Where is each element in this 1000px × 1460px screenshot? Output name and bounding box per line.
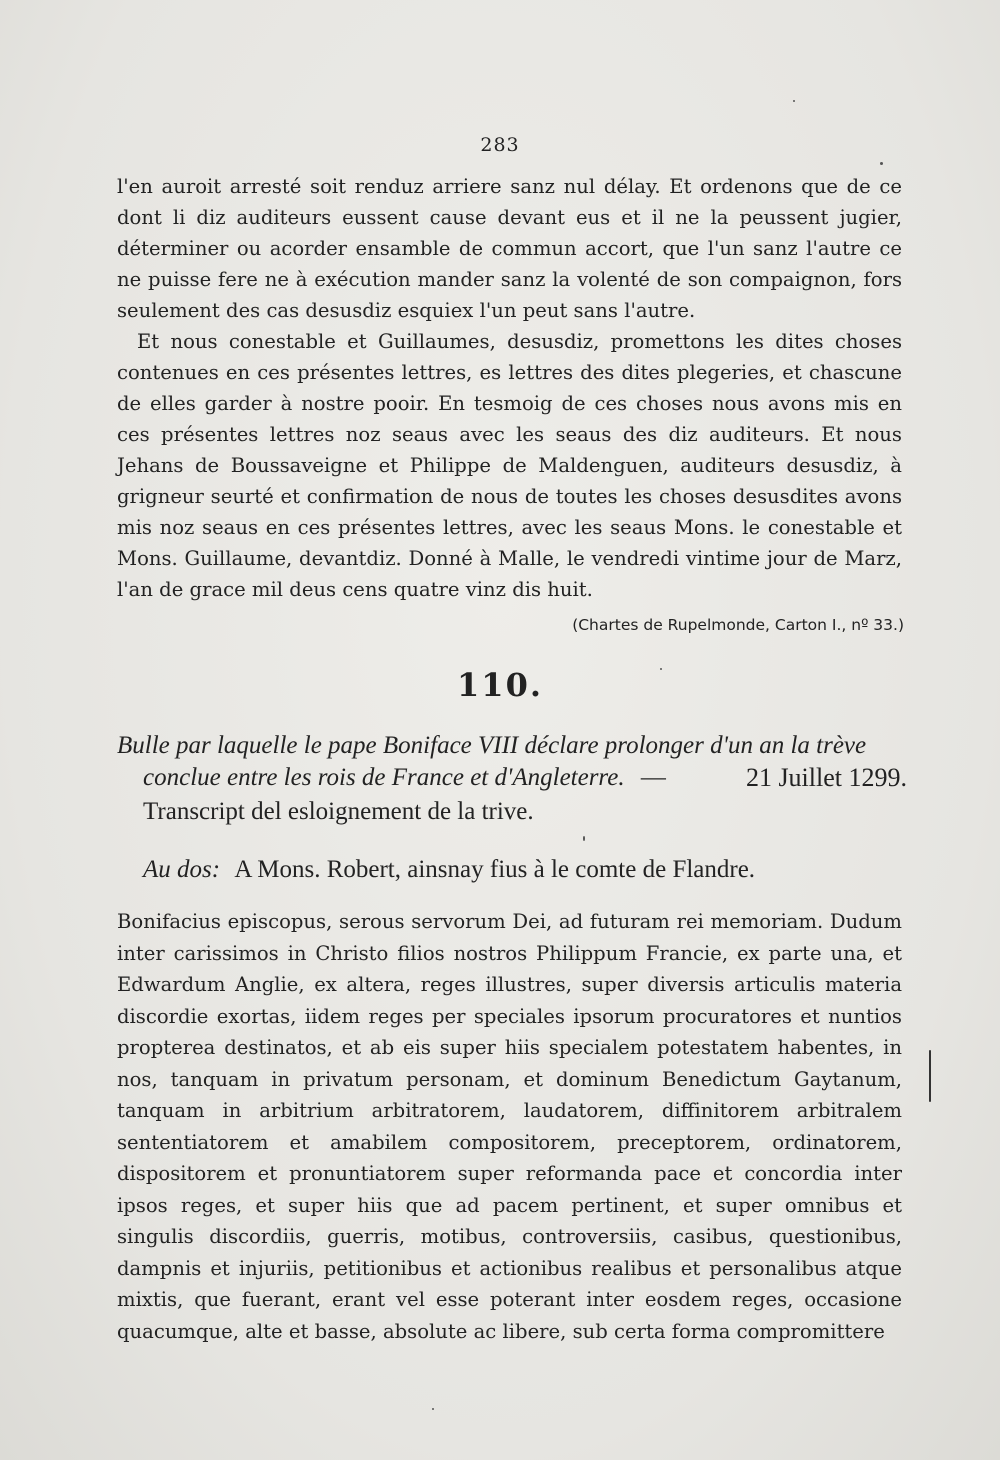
source-citation: (Chartes de Rupelmonde, Carton I., nº 33.) <box>572 616 904 634</box>
paper-speck <box>880 162 883 165</box>
heading-line-3: Transcript del esloignement de la trive. <box>143 798 534 825</box>
heading-au-dos <box>143 854 933 886</box>
heading-line-2 <box>143 762 907 794</box>
paper-speck <box>660 668 662 670</box>
heading-line-1 <box>117 730 907 762</box>
paper-speck <box>583 836 585 841</box>
body-text-latin <box>117 906 902 1347</box>
page-number: 283 <box>480 134 520 156</box>
paragraph: l'en auroit arresté soit renduz arriere sanz nul délay. Et ordenons que de ce dont li diz auditeurs eussent cause devant eus et il ne la peussent jugier, déterminer ou acorder ensamble de commun accort, que l'un sanz l'autre ce ne puisse fere ne à exécution mander sanz la volenté de son compaignon, fors seulement des cas desusdiz esquiex l'un peut sans l'autre. <box>117 175 902 322</box>
heading-date: 21 Juillet 1299. <box>745 763 907 792</box>
body-text-french <box>117 171 902 605</box>
au-dos-text: A Mons. Robert, ainsnay fius à le comte de Flandre. <box>234 856 756 883</box>
paper-speck <box>793 100 795 102</box>
document-number: 110. <box>457 666 543 704</box>
paper-speck <box>929 1050 931 1102</box>
heading-title-1: Bulle par laquelle le pape Boniface VIII déclare prolonger d'un an la trève <box>117 732 867 759</box>
paper-speck <box>432 1408 434 1410</box>
paragraph: Bonifacius episcopus, serous servorum Dei, ad futuram rei memoriam. Dudum inter carissimos in Christo filios nostros Philippum Francie, ex parte una, et Edwardum Anglie, ex altera, reges illustres, super diversis articulis materia discordie exortas, iidem reges per speciales ipsorum procuratores et nuntios propterea destinatos, et ab eis super hiis specialem potestatem habentes, in nos, tanquam in privatum personam, et dominum Benedictum Gaytanum, tanquam in arbitrium arbitratorem, laudatorem, diffinitorem arbitralem sententiatorem et amabilem compositorem, preceptorem, ordinatorem, dispositorem et pronuntiatorem super reformanda pace et concordia inter ipsos reges, et super hiis que ad pacem pertinent, et super omnibus et singulis discordiis, guerris, motibus, controversiis, casibus, questionibus, dampnis et injuriis, petitionibus et actionibus realibus et personalibus atque mixtis, que fuerant, erant vel esse poterant inter eosdem reges, occasione quacumque, alte et basse, absolute ac libere, sub certa forma compromittere <box>117 910 902 1343</box>
heading-dash: — <box>640 764 666 791</box>
au-dos-label: Au dos: <box>143 856 221 883</box>
heading-title-2: conclue entre les rois de France et d'Angleterre. <box>143 764 625 791</box>
paragraph: Et nous conestable et Guillaumes, desusdiz, promettons les dites choses contenues en ces présentes lettres, es lettres des dites plegeries, et chascune de elles garder à nostre pooir. En tesmoig de ces choses nous avons mis en ces présentes lettres noz seaus avec les seaus des diz auditeurs. Et nous Jehans de Boussaveigne et Philippe de Maldenguen, auditeurs desusdiz, à grigneur seurté et confirmation de nous de toutes les choses desusdites avons mis noz seaus en ces présentes lettres, avec les seaus Mons. le conestable et Mons. Guillaume, devantdiz. Donné à Malle, le vendredi vintime jour de Marz, l'an de grace mil deus cens quatre vinz dis huit. <box>117 330 902 601</box>
